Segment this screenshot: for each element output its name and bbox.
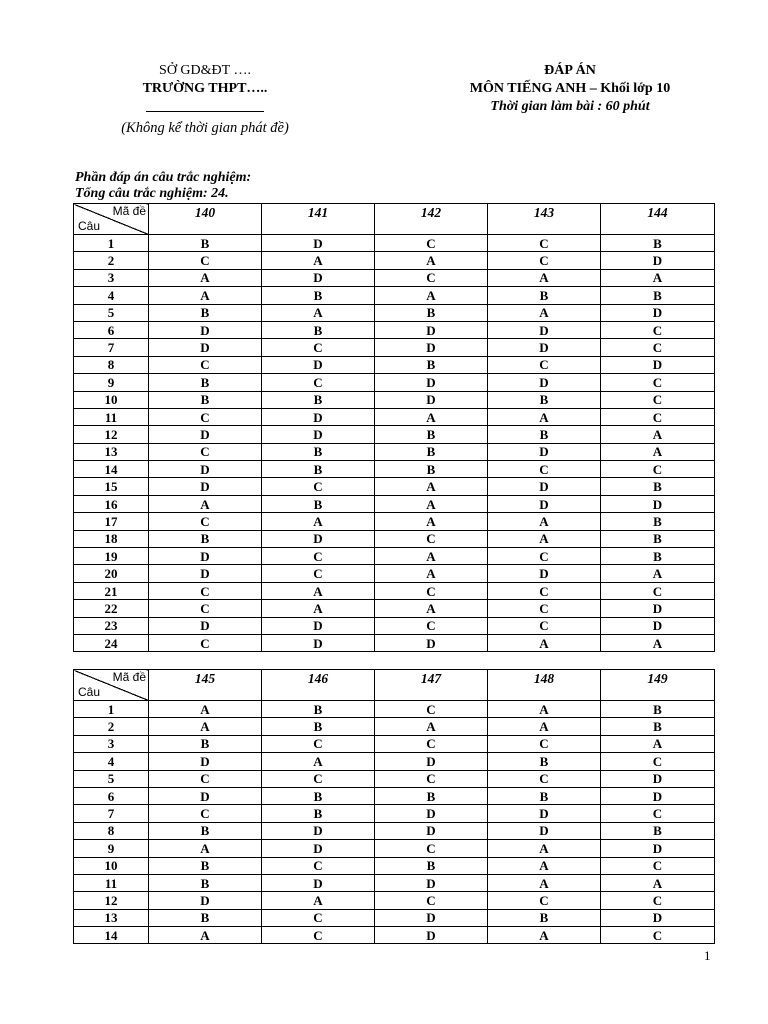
answer-cell: D: [601, 909, 715, 926]
answer-cell: B: [488, 391, 601, 408]
answer-cell: C: [262, 339, 375, 356]
table-row: [74, 909, 715, 926]
question-number-cell: 10: [74, 857, 149, 874]
answer-cell: B: [149, 304, 262, 321]
answer-cell: C: [601, 892, 715, 909]
header-rule: [146, 111, 264, 112]
question-number-cell: 14: [74, 927, 149, 944]
answer-cell: D: [149, 548, 262, 565]
answer-cell: A: [488, 269, 601, 286]
table-header-row: [74, 204, 715, 235]
answer-cell: D: [375, 634, 488, 651]
answer-cell: D: [375, 805, 488, 822]
answer-cell: D: [375, 822, 488, 839]
table-row: [74, 805, 715, 822]
answer-cell: A: [375, 252, 488, 269]
question-number-cell: 11: [74, 408, 149, 425]
answer-cell: C: [601, 321, 715, 338]
answer-cell: B: [601, 822, 715, 839]
answer-cell: B: [149, 735, 262, 752]
answer-cell: C: [262, 909, 375, 926]
table-row: [74, 548, 715, 565]
table-row: [74, 565, 715, 582]
question-number-cell: 8: [74, 356, 149, 373]
exam-code-header: 148: [488, 670, 601, 701]
answer-cell: C: [488, 252, 601, 269]
table-row: [74, 321, 715, 338]
answer-cell: A: [149, 718, 262, 735]
answer-cell: D: [375, 321, 488, 338]
answer-cell: D: [375, 753, 488, 770]
table-row: [74, 339, 715, 356]
answer-cell: D: [488, 565, 601, 582]
answer-cell: D: [601, 356, 715, 373]
table-row: [74, 443, 715, 460]
table-row: [74, 701, 715, 718]
answer-cell: D: [262, 408, 375, 425]
answer-cell: A: [262, 753, 375, 770]
intro-section-label: Phần đáp án câu trắc nghiệm:: [75, 170, 252, 185]
answer-cell: D: [488, 805, 601, 822]
answer-cell: D: [375, 391, 488, 408]
answer-cell: A: [375, 548, 488, 565]
table-row: [74, 461, 715, 478]
answer-cell: D: [262, 822, 375, 839]
table-row: [74, 617, 715, 634]
question-number-cell: 24: [74, 634, 149, 651]
question-number-cell: 18: [74, 530, 149, 547]
answer-cell: B: [601, 718, 715, 735]
answer-cell: A: [262, 304, 375, 321]
table-row: [74, 892, 715, 909]
question-number-cell: 3: [74, 269, 149, 286]
answer-cell: B: [149, 822, 262, 839]
answer-cell: C: [375, 735, 488, 752]
table-header-row: [74, 670, 715, 701]
table-row: [74, 513, 715, 530]
answer-cell: A: [601, 565, 715, 582]
answer-cell: A: [375, 513, 488, 530]
answer-cell: D: [149, 339, 262, 356]
answer-cell: B: [262, 787, 375, 804]
answer-cell: B: [601, 513, 715, 530]
answer-cell: C: [149, 513, 262, 530]
answer-cell: B: [601, 548, 715, 565]
answer-cell: C: [149, 805, 262, 822]
answer-cell: B: [488, 287, 601, 304]
answer-cell: D: [375, 874, 488, 891]
answer-cell: D: [262, 634, 375, 651]
answer-cell: C: [601, 805, 715, 822]
answer-cell: D: [149, 787, 262, 804]
table-row: [74, 374, 715, 391]
answer-cell: D: [262, 874, 375, 891]
question-number-cell: 5: [74, 304, 149, 321]
answer-cell: C: [262, 735, 375, 752]
answer-table-2: [73, 669, 715, 944]
question-number-cell: 13: [74, 443, 149, 460]
answer-cell: B: [149, 391, 262, 408]
answer-cell: B: [149, 874, 262, 891]
answer-cell: B: [149, 235, 262, 252]
answer-cell: C: [601, 408, 715, 425]
answer-cell: C: [262, 857, 375, 874]
answer-cell: C: [262, 770, 375, 787]
answer-cell: B: [375, 787, 488, 804]
exam-code-header: 149: [601, 670, 715, 701]
exam-code-header: 143: [488, 204, 601, 235]
answer-cell: B: [262, 391, 375, 408]
answer-cell: A: [149, 287, 262, 304]
table-row: [74, 530, 715, 547]
answer-cell: C: [375, 892, 488, 909]
answer-cell: C: [149, 356, 262, 373]
answer-cell: D: [262, 840, 375, 857]
question-number-cell: 8: [74, 822, 149, 839]
answer-cell: D: [488, 374, 601, 391]
answer-cell: D: [488, 478, 601, 495]
answer-cell: C: [601, 391, 715, 408]
answer-cell: C: [488, 235, 601, 252]
answer-cell: A: [488, 513, 601, 530]
document-title: ĐÁP ÁN: [544, 63, 596, 78]
answer-cell: B: [262, 701, 375, 718]
answer-cell: B: [262, 718, 375, 735]
answer-cell: C: [488, 600, 601, 617]
question-number-cell: 9: [74, 840, 149, 857]
intro: [75, 170, 251, 202]
question-number-cell: 3: [74, 735, 149, 752]
question-number-cell: 4: [74, 753, 149, 770]
answer-cell: A: [375, 600, 488, 617]
corner-header-cell: [74, 204, 149, 235]
exam-code-label: Mã đề: [112, 204, 146, 218]
answer-cell: D: [488, 339, 601, 356]
answer-cell: C: [375, 617, 488, 634]
answer-cell: C: [149, 634, 262, 651]
answer-cell: A: [149, 927, 262, 944]
answer-cell: A: [601, 269, 715, 286]
question-label: Câu: [78, 219, 101, 233]
answer-cell: D: [262, 426, 375, 443]
answer-cell: B: [262, 443, 375, 460]
answer-cell: D: [601, 617, 715, 634]
answer-cell: A: [488, 927, 601, 944]
table-row: [74, 840, 715, 857]
answer-table-1: [73, 203, 715, 652]
answer-cell: A: [375, 478, 488, 495]
answer-cell: C: [375, 582, 488, 599]
table-row: [74, 304, 715, 321]
table-row: [74, 287, 715, 304]
answer-cell: C: [601, 753, 715, 770]
table-row: [74, 495, 715, 512]
answer-cell: C: [601, 927, 715, 944]
answer-cell: A: [488, 840, 601, 857]
question-number-cell: 17: [74, 513, 149, 530]
answer-cell: A: [149, 701, 262, 718]
exam-code-header: 141: [262, 204, 375, 235]
answer-cell: D: [149, 478, 262, 495]
answer-cell: C: [375, 269, 488, 286]
answer-cell: D: [488, 822, 601, 839]
table-row: [74, 822, 715, 839]
answer-cell: C: [149, 600, 262, 617]
answer-cell: B: [262, 805, 375, 822]
school-name: TRƯỜNG THPT…..: [142, 81, 268, 96]
answer-cell: D: [149, 617, 262, 634]
question-number-cell: 12: [74, 892, 149, 909]
answer-cell: A: [488, 718, 601, 735]
question-number-cell: 14: [74, 461, 149, 478]
table-row: [74, 600, 715, 617]
exam-code-header: 147: [375, 670, 488, 701]
answer-cell: D: [488, 443, 601, 460]
answer-cell: C: [149, 770, 262, 787]
answer-cell: C: [488, 582, 601, 599]
exam-code-header: 146: [262, 670, 375, 701]
answer-cell: D: [262, 617, 375, 634]
answer-cell: A: [375, 408, 488, 425]
answer-cell: C: [601, 857, 715, 874]
answer-cell: C: [601, 374, 715, 391]
answer-cell: C: [149, 252, 262, 269]
answer-cell: B: [262, 287, 375, 304]
answer-cell: D: [601, 600, 715, 617]
answer-cell: D: [149, 461, 262, 478]
question-number-cell: 23: [74, 617, 149, 634]
answer-cell: A: [601, 443, 715, 460]
question-number-cell: 2: [74, 718, 149, 735]
question-number-cell: 1: [74, 701, 149, 718]
answer-cell: C: [375, 530, 488, 547]
answer-cell: B: [601, 478, 715, 495]
exam-code-header: 145: [149, 670, 262, 701]
answer-cell: A: [375, 287, 488, 304]
answer-cell: A: [601, 426, 715, 443]
question-number-cell: 22: [74, 600, 149, 617]
table-row: [74, 426, 715, 443]
table-row: [74, 753, 715, 770]
table-row: [74, 770, 715, 787]
answer-cell: D: [149, 426, 262, 443]
answer-cell: A: [149, 840, 262, 857]
question-number-cell: 13: [74, 909, 149, 926]
answer-cell: A: [488, 634, 601, 651]
table-row: [74, 857, 715, 874]
answer-cell: A: [488, 701, 601, 718]
answer-cell: C: [375, 235, 488, 252]
answer-cell: A: [488, 304, 601, 321]
answer-cell: B: [375, 304, 488, 321]
table-row: [74, 718, 715, 735]
answer-cell: D: [601, 495, 715, 512]
answer-cell: A: [262, 252, 375, 269]
answer-cell: A: [262, 892, 375, 909]
answer-cell: C: [262, 478, 375, 495]
answer-cell: A: [488, 530, 601, 547]
answer-cell: B: [601, 701, 715, 718]
answer-cell: C: [149, 443, 262, 460]
answer-cell: C: [262, 548, 375, 565]
answer-cell: B: [262, 461, 375, 478]
answer-cell: D: [149, 565, 262, 582]
answer-cell: A: [601, 735, 715, 752]
answer-cell: B: [601, 530, 715, 547]
question-number-cell: 6: [74, 787, 149, 804]
question-number-cell: 15: [74, 478, 149, 495]
question-number-cell: 19: [74, 548, 149, 565]
answer-cell: D: [601, 770, 715, 787]
table-row: [74, 634, 715, 651]
table-row: [74, 408, 715, 425]
answer-cell: D: [375, 374, 488, 391]
exam-code-header: 142: [375, 204, 488, 235]
intro-total-label: Tổng câu trắc nghiệm: 24.: [75, 186, 229, 201]
question-label: Câu: [78, 685, 101, 699]
question-number-cell: 16: [74, 495, 149, 512]
answer-cell: C: [375, 701, 488, 718]
answer-cell: D: [601, 840, 715, 857]
answer-cell: B: [488, 909, 601, 926]
answer-cell: C: [488, 356, 601, 373]
answer-cell: B: [601, 287, 715, 304]
answer-cell: D: [601, 252, 715, 269]
answer-cell: A: [149, 269, 262, 286]
answer-cell: B: [262, 495, 375, 512]
question-number-cell: 6: [74, 321, 149, 338]
question-number-cell: 9: [74, 374, 149, 391]
answer-cell: A: [488, 408, 601, 425]
question-number-cell: 7: [74, 339, 149, 356]
answer-cell: C: [262, 565, 375, 582]
table-row: [74, 252, 715, 269]
answer-cell: C: [488, 617, 601, 634]
answer-cell: C: [488, 770, 601, 787]
answer-cell: A: [149, 495, 262, 512]
answer-cell: B: [149, 530, 262, 547]
answer-cell: A: [375, 565, 488, 582]
answer-cell: C: [488, 461, 601, 478]
header-right: [430, 62, 710, 116]
answer-cell: C: [149, 408, 262, 425]
table-row: [74, 356, 715, 373]
table-row: [74, 582, 715, 599]
question-number-cell: 21: [74, 582, 149, 599]
answer-cell: A: [262, 582, 375, 599]
answer-cell: B: [488, 787, 601, 804]
table-row: [74, 787, 715, 804]
answer-cell: D: [262, 235, 375, 252]
question-number-cell: 1: [74, 235, 149, 252]
answer-cell: B: [149, 909, 262, 926]
answer-cell: B: [488, 426, 601, 443]
answer-cell: B: [375, 857, 488, 874]
answer-cell: D: [375, 927, 488, 944]
table-row: [74, 874, 715, 891]
question-number-cell: 5: [74, 770, 149, 787]
answer-cell: A: [601, 634, 715, 651]
answer-cell: A: [601, 874, 715, 891]
answer-cell: D: [488, 321, 601, 338]
answer-cell: A: [375, 718, 488, 735]
department-name: SỞ GD&ĐT ….: [159, 63, 251, 78]
answer-cell: C: [601, 582, 715, 599]
time-note: (Không kể thời gian phát đề): [121, 120, 289, 136]
answer-cell: D: [488, 495, 601, 512]
answer-cell: A: [488, 857, 601, 874]
answer-cell: A: [375, 495, 488, 512]
answer-cell: B: [601, 235, 715, 252]
answer-cell: C: [262, 374, 375, 391]
question-number-cell: 12: [74, 426, 149, 443]
duration-line: Thời gian làm bài : 60 phút: [490, 99, 650, 114]
exam-code-header: 140: [149, 204, 262, 235]
answer-cell: D: [149, 892, 262, 909]
corner-header-cell: [74, 670, 149, 701]
header-left: [100, 62, 310, 137]
answer-cell: A: [262, 600, 375, 617]
answer-cell: A: [262, 513, 375, 530]
table-row: [74, 735, 715, 752]
question-number-cell: 2: [74, 252, 149, 269]
answer-cell: C: [601, 461, 715, 478]
table-row: [74, 391, 715, 408]
table-row: [74, 269, 715, 286]
table-row: [74, 927, 715, 944]
question-number-cell: 11: [74, 874, 149, 891]
question-number-cell: 7: [74, 805, 149, 822]
answer-cell: B: [488, 753, 601, 770]
exam-code-label: Mã đề: [112, 670, 146, 684]
answer-cell: C: [488, 735, 601, 752]
answer-cell: C: [488, 892, 601, 909]
answer-cell: C: [601, 339, 715, 356]
answer-cell: A: [488, 874, 601, 891]
answer-cell: D: [375, 339, 488, 356]
answer-cell: D: [601, 304, 715, 321]
table-row: [74, 235, 715, 252]
answer-cell: C: [375, 770, 488, 787]
answer-cell: D: [262, 269, 375, 286]
answer-cell: C: [488, 548, 601, 565]
answer-cell: B: [375, 356, 488, 373]
answer-cell: C: [149, 582, 262, 599]
answer-cell: B: [375, 461, 488, 478]
question-number-cell: 4: [74, 287, 149, 304]
answer-cell: D: [149, 753, 262, 770]
answer-cell: D: [149, 321, 262, 338]
question-number-cell: 10: [74, 391, 149, 408]
answer-cell: B: [149, 374, 262, 391]
answer-cell: D: [601, 787, 715, 804]
answer-cell: B: [262, 321, 375, 338]
table-row: [74, 478, 715, 495]
question-number-cell: 20: [74, 565, 149, 582]
answer-cell: D: [262, 530, 375, 547]
answer-cell: B: [375, 426, 488, 443]
answer-cell: D: [262, 356, 375, 373]
subject-line: MÔN TIẾNG ANH – Khối lớp 10: [469, 81, 671, 96]
answer-cell: D: [375, 909, 488, 926]
answer-cell: B: [149, 857, 262, 874]
answer-cell: C: [375, 840, 488, 857]
exam-code-header: 144: [601, 204, 715, 235]
answer-cell: B: [375, 443, 488, 460]
page-number: 1: [704, 948, 711, 963]
answer-cell: C: [262, 927, 375, 944]
